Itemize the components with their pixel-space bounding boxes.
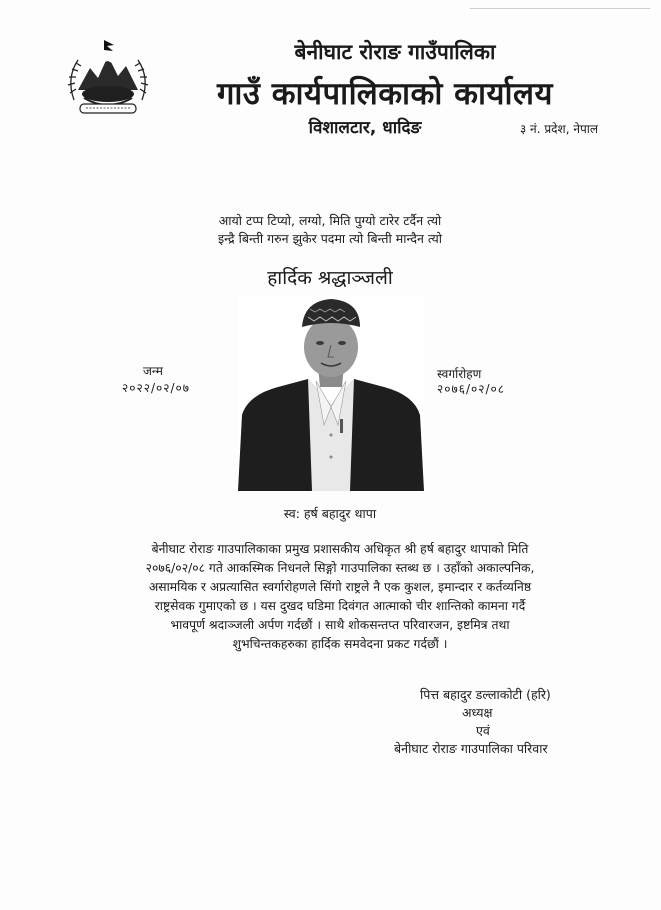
condolence-message (100, 540, 580, 654)
message-line-2: २०७६/०२/०८ गते आकस्मिक निधनले सिङ्गो गाउपालिका स्तब्ध छ । उहाँको अकाल्पनिक, (145, 561, 535, 575)
signatory-organization: बेनीघाट रोराङ गाउपालिका परिवार (394, 741, 548, 756)
message-line-4: राष्ट्रसेवक गुमाएको छ । यस दुखद घडिमा दिवंगत आत्माको चीर शान्तिको कामना गर्दै (154, 599, 526, 613)
poem-line-1: आयो टप्प टिप्यो, लग्यो, मिति पुग्यो टारेर टर्दैन त्यो (218, 213, 442, 228)
signatory-name: पित्त बहादुर डल्लाकोटी (हरि) (420, 687, 551, 702)
signatory-conjunction: एवं (476, 723, 490, 738)
scan-edge-line (470, 8, 650, 9)
death-label: स्वर्गारोहण (437, 367, 482, 381)
province-label: ३ नं. प्रदेश, नेपाल (520, 122, 599, 136)
portrait-photo (238, 295, 424, 491)
nepal-emblem-icon (60, 38, 156, 128)
tribute-title: हार्दिक श्रद्धाञ्जली (267, 267, 393, 289)
birth-label: जन्म (143, 364, 163, 378)
death-date: २०७६/०२/०८ (437, 382, 506, 396)
message-line-5: भावपूर्ण श्रदाञ्जली अर्पण गर्दछौं । साथै शोकसन्तप्त परिवारजन, इष्टमित्र तथा (170, 618, 510, 632)
birth-date: २०२२/०२/०७ (122, 381, 191, 395)
message-line-1: बेनीघाट रोराङ गाउपालिकाका प्रमुख प्रशासकीय अधिकृत श्री हर्ष बहादुर थापाको मिति (151, 542, 529, 556)
photo-caption: स्व: हर्ष बहादुर थापा (283, 506, 377, 521)
signatory-role: अध्यक्ष (462, 705, 493, 720)
office-name: गाउँ कार्यपालिकाको कार्यालय (216, 76, 554, 112)
office-address: विशालटार, धादिङ (308, 118, 422, 138)
poem-line-2: इन्द्रै बिन्ती गरुन झुकेर पदमा त्यो बिन्ती मान्दैन त्यो (217, 231, 443, 246)
message-line-6: शुभचिन्तकहरुका हार्दिक समवेदना प्रकट गर्दछौं । (232, 637, 448, 651)
message-line-3: असामयिक र अप्रत्यासित स्वर्गारोहणले सिंगो राष्ट्रले नै एक कुशल, इमान्दार र कर्तव्यनिष्ठ (148, 580, 532, 594)
municipality-name: बेनीघाट रोराङ गाउँपालिका (294, 40, 496, 64)
